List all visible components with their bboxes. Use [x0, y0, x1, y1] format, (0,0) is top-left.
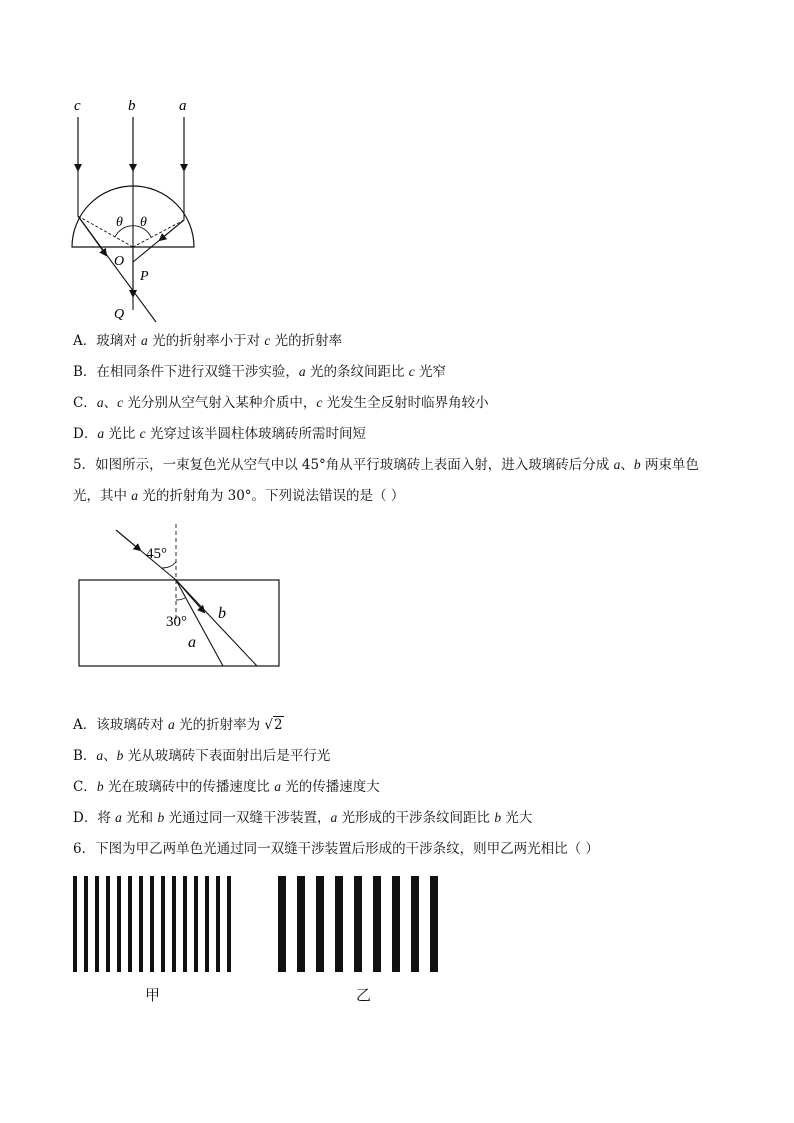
- label-b: b: [218, 605, 226, 622]
- label-c: c: [74, 98, 81, 114]
- label-30: 30°: [166, 614, 187, 630]
- jia-stripe: [216, 876, 220, 972]
- jia-stripe: [128, 876, 132, 972]
- q4-option-d: D．a 光比 c 光穿过该半圆柱体玻璃砖所需时间短: [73, 426, 366, 442]
- yi-stripe: [297, 876, 305, 972]
- glass-brick-figure: [70, 520, 290, 675]
- yi-stripe: [411, 876, 419, 972]
- q6-stem: 6．下图为甲乙两单色光通过同一双缝干涉装置后形成的干涉条纹，则甲乙两光相比（ ）: [73, 841, 599, 857]
- label-O: O: [114, 254, 125, 269]
- sqrt-expression: √2: [264, 717, 283, 733]
- jia-stripe: [73, 876, 77, 972]
- q5-option-a: A．该玻璃砖对 a 光的折射率为 √2: [73, 717, 283, 733]
- q5-option-b: B．a、b 光从玻璃砖下表面射出后是平行光: [73, 748, 331, 764]
- jia-stripe: [150, 876, 154, 972]
- yi-stripe: [430, 876, 438, 972]
- q5-stem-line2: 光，其中 a 光的折射角为 30°。下列说法错误的是（ ）: [73, 488, 405, 504]
- yi-stripe: [373, 876, 381, 972]
- yi-stripe: [278, 876, 286, 972]
- q4-option-b: B．在相同条件下进行双缝干涉实验，a 光的条纹间距比 c 光窄: [73, 364, 447, 380]
- label-b: b: [128, 98, 136, 114]
- jia-stripe: [183, 876, 187, 972]
- label-Q: Q: [114, 307, 125, 322]
- label-a: a: [179, 98, 187, 114]
- label-45: 45°: [146, 546, 167, 562]
- yi-stripe: [335, 876, 343, 972]
- label-a: a: [188, 634, 196, 651]
- q5-option-d: D．将 a 光和 b 光通过同一双缝干涉装置，a 光形成的干涉条纹间距比 b 光大: [73, 810, 533, 826]
- label-P: P: [140, 269, 149, 284]
- jia-stripe: [117, 876, 121, 972]
- fringes-jia: [73, 876, 233, 972]
- jia-stripe: [205, 876, 209, 972]
- yi-stripe: [354, 876, 362, 972]
- jia-stripe: [194, 876, 198, 972]
- fringes-yi: [278, 876, 440, 972]
- yi-stripe: [316, 876, 324, 972]
- semicircle-refraction-figure: [60, 90, 210, 325]
- q5-stem-line1: 5．如图所示，一束复色光从空气中以 45°角从平行玻璃砖上表面入射，进入玻璃砖后分成 a、b 两束单色: [73, 457, 699, 473]
- q4-option-a: A．玻璃对 a 光的折射率小于对 c 光的折射率: [73, 333, 343, 349]
- jia-stripe: [161, 876, 165, 972]
- jia-stripe: [139, 876, 143, 972]
- label-yi: 乙: [356, 986, 372, 1004]
- q4-option-c: C．a、c 光分别从空气射入某种介质中，c 光发生全反射时临界角较小: [73, 395, 489, 411]
- label-theta-right: θ: [140, 215, 147, 230]
- jia-stripe: [172, 876, 176, 972]
- q5-option-c: C．b 光在玻璃砖中的传播速度比 a 光的传播速度大: [73, 779, 380, 795]
- label-theta-left: θ: [116, 215, 123, 230]
- jia-stripe: [95, 876, 99, 972]
- label-jia: 甲: [145, 986, 161, 1004]
- yi-stripe: [392, 876, 400, 972]
- jia-stripe: [106, 876, 110, 972]
- jia-stripe: [227, 876, 231, 972]
- jia-stripe: [84, 876, 88, 972]
